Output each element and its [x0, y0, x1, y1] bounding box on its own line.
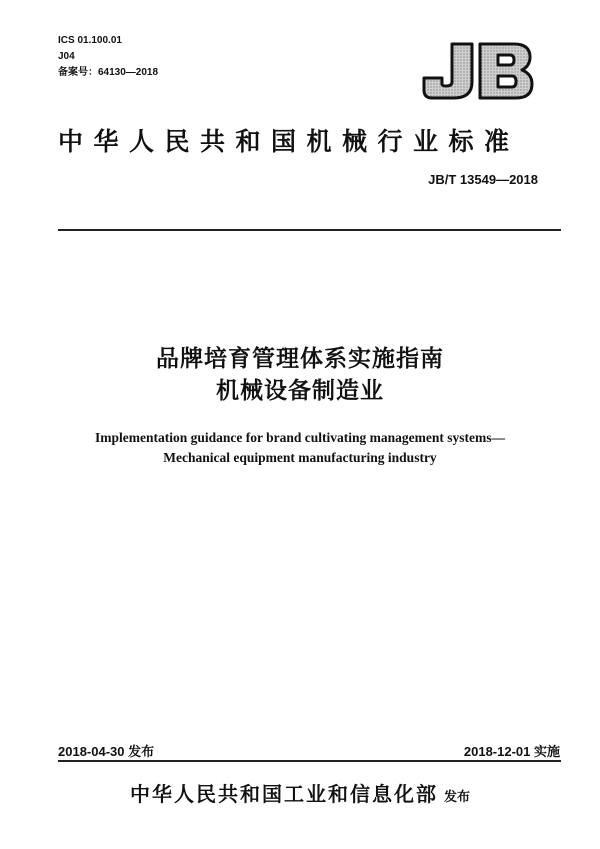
title-en-line1: Implementation guidance for brand cultivating management systems— [95, 430, 505, 445]
standard-number: JB/T 13549—2018 [428, 172, 538, 187]
publisher-name: 中华人民共和国工业和信息化部 [129, 782, 438, 806]
title-en-line2: Mechanical equipment manufacturing industry [163, 450, 437, 465]
jb-logo [418, 38, 536, 102]
publisher-suffix: 发布 [443, 790, 470, 805]
footer-divider [58, 760, 561, 762]
publisher [0, 778, 600, 807]
industry-standard-title: 中华人民共和国机械行业标准 [58, 127, 520, 156]
implementation-date: 2018-12-01 实施 [463, 744, 560, 759]
record-number: 备案号：64130—2018 [58, 67, 159, 78]
title-cn-line1: 品牌培育管理体系实施指南 [156, 346, 444, 372]
title-cn-line2: 机械设备制造业 [216, 378, 384, 404]
ics-code: ICS 01.100.01 [58, 35, 122, 46]
header-divider [58, 229, 561, 231]
category-code: J04 [58, 51, 75, 62]
issue-date: 2018-04-30 发布 [58, 744, 155, 759]
